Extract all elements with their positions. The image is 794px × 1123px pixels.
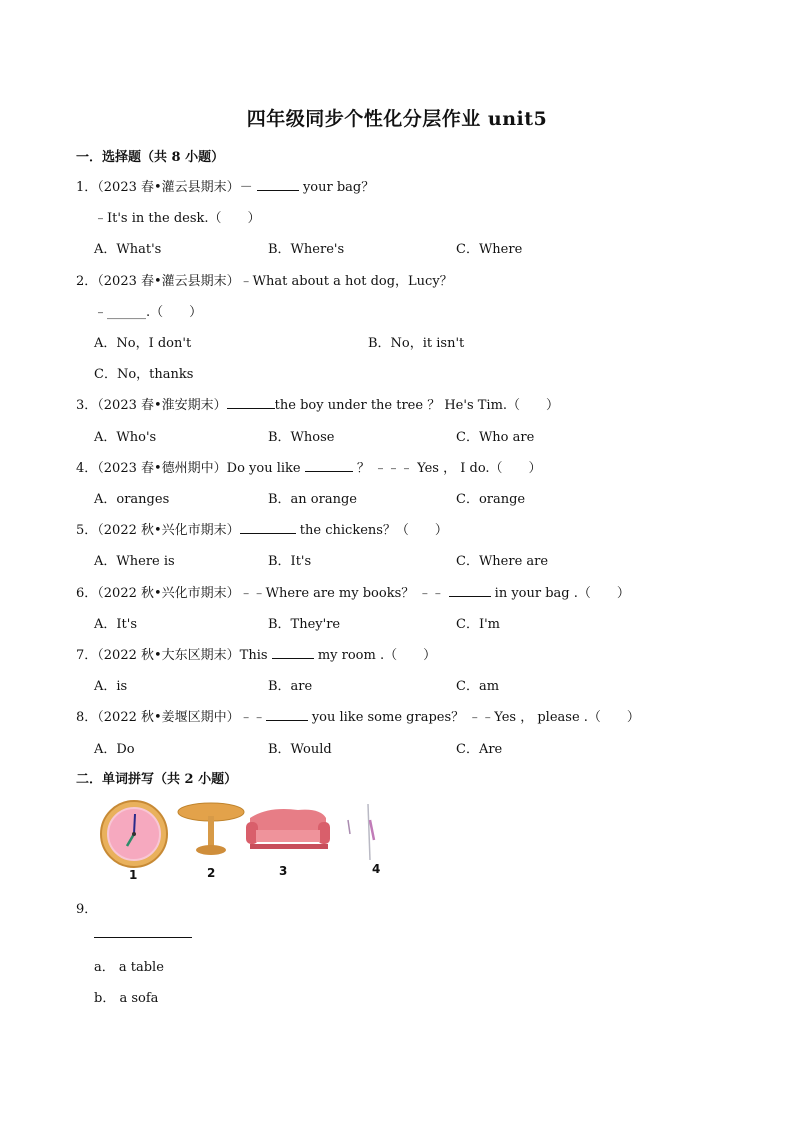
answer-blank[interactable] [272, 646, 314, 659]
question-4: 4．（2023 春•德州期中）Do you like ？ ﹣﹣﹣ Yes ， I do.（ ） [76, 461, 542, 476]
answer-blank[interactable] [305, 459, 353, 472]
question-4-option-b[interactable]: B．an orange [268, 492, 357, 507]
sofa-icon [246, 809, 330, 849]
question-2-reply: ﹣______.（ ） [94, 305, 203, 320]
answer-blank[interactable] [266, 708, 308, 721]
answer-blank[interactable] [449, 584, 491, 597]
door-icon [348, 804, 374, 860]
question-8-option-b[interactable]: B．Would [268, 742, 332, 757]
picture-label-1: 1 [129, 868, 138, 882]
section-spelling-heading: 二．单词拼写（共 2 小题） [76, 772, 238, 787]
picture-label-2: 2 [207, 866, 216, 880]
question-4-option-a[interactable]: A．oranges [94, 492, 170, 507]
question-7-option-c[interactable]: C．am [456, 679, 500, 694]
question-5: 5．（2022 秋•兴化市期末） the chickens？（ ） [76, 523, 448, 538]
clock-icon [101, 801, 167, 867]
question-5-option-c[interactable]: C．Where are [456, 554, 549, 569]
question-2: 2．（2023 春•灌云县期末）﹣What about a hot dog，Lucy？ [76, 274, 453, 289]
question-5-option-a[interactable]: A．Where is [94, 554, 175, 569]
question-9-item-a: a． a table [94, 960, 164, 975]
question-9-item-b: b． a sofa [94, 991, 159, 1006]
question-6: 6．（2022 秋•兴化市期末）﹣﹣Where are my books？ ﹣﹣ in your bag .（ ） [76, 586, 630, 601]
picture-label-4: 4 [372, 862, 381, 876]
question-2-option-b[interactable]: B．No，it isn't [368, 336, 465, 351]
question-3-option-b[interactable]: B．Whose [268, 430, 335, 445]
answer-blank[interactable] [240, 521, 296, 534]
picture-label-3: 3 [279, 864, 288, 878]
question-5-option-b[interactable]: B．It's [268, 554, 312, 569]
question-6-option-a[interactable]: A．It's [94, 617, 137, 632]
picture-strip [98, 800, 398, 884]
question-7-option-a[interactable]: A．is [94, 679, 128, 694]
question-6-option-c[interactable]: C．I'm [456, 617, 500, 632]
question-4-option-c[interactable]: C．orange [456, 492, 526, 507]
question-3-option-c[interactable]: C．Who are [456, 430, 535, 445]
question-6-option-b[interactable]: B．They're [268, 617, 341, 632]
question-1-option-c[interactable]: C．Where [456, 242, 523, 257]
question-8-option-c[interactable]: C．Are [456, 742, 503, 757]
question-1: 1．（2023 春•灌云县期末）－ your bag？ [76, 180, 375, 195]
question-1-reply: ﹣It's in the desk.（ ） [94, 211, 261, 226]
page-title: 四年级同步个性化分层作业 unit5 [246, 108, 548, 130]
question-7: 7．（2022 秋•大东区期末）This my room .（ ） [76, 648, 437, 663]
question-9-number: 9． [76, 902, 98, 917]
question-7-option-b[interactable]: B．are [268, 679, 313, 694]
picture-strip-art [98, 800, 398, 870]
question-8-option-a[interactable]: A．Do [94, 742, 135, 757]
question-3-option-a[interactable]: A．Who's [94, 430, 157, 445]
question-8: 8．（2022 秋•姜堰区期中）﹣﹣ you like some grapes？ ﹣﹣Yes ， please .（ ） [76, 710, 640, 725]
question-3: 3．（2023 春•淮安期末） the boy under the tree ？ He's Tim.（ ） [76, 398, 560, 413]
question-1-option-a[interactable]: A．What's [94, 242, 162, 257]
question-1-option-b[interactable]: B．Where's [268, 242, 345, 257]
table-icon [178, 803, 244, 855]
answer-line[interactable] [94, 937, 192, 938]
answer-blank[interactable] [257, 178, 299, 191]
answer-blank[interactable] [227, 396, 275, 409]
section-choice-heading: 一．选择题（共 8 小题） [76, 150, 225, 165]
question-2-option-c[interactable]: C．No，thanks [94, 367, 194, 382]
question-2-option-a[interactable]: A．No，I don't [94, 336, 192, 351]
